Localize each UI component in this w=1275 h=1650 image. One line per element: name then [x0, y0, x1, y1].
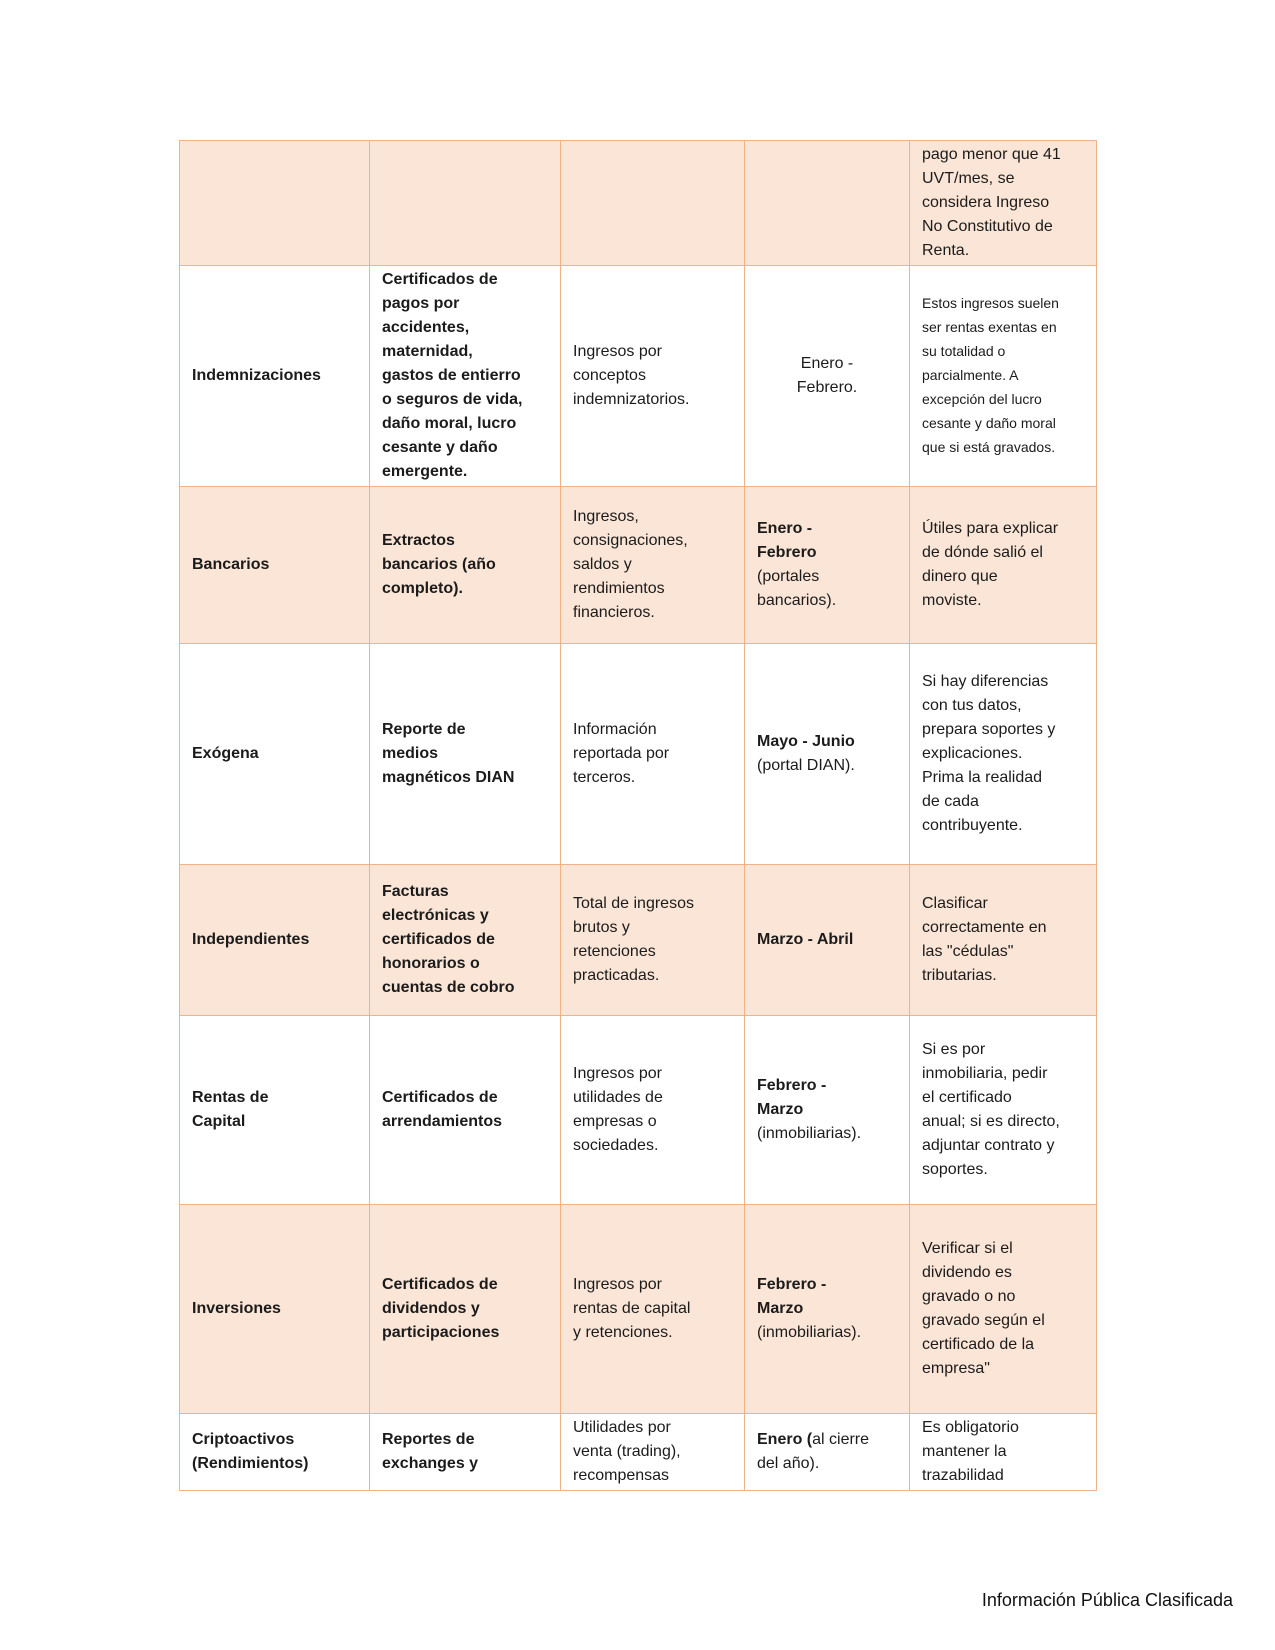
cell-independientes-categoria — [180, 865, 370, 1016]
text-segment: Rentas de Capital — [192, 1089, 269, 1130]
table-row-criptoactivos — [180, 1414, 1097, 1491]
cell-bancarios-contenido — [561, 487, 745, 644]
text-segment: Enero - Febrero — [757, 520, 817, 561]
text-segment: Facturas electrónicas y certificados de honorarios o cuentas de cobro — [382, 883, 515, 996]
cell-exogena-fechas — [745, 644, 910, 865]
text-segment: Reportes de exchanges y — [382, 1431, 479, 1472]
text-segment: Marzo - Abril — [757, 931, 854, 948]
text-segment: Febrero - Marzo — [757, 1077, 827, 1118]
text-segment: Inversiones — [192, 1300, 281, 1317]
cell-inversiones-documento — [370, 1205, 561, 1414]
text-segment: al cierre del año). — [757, 1431, 870, 1472]
text-segment: Ingresos por conceptos indemnizatorios. — [573, 343, 690, 408]
text-segment: Clasificar correctamente en las "cédulas" tributarias. — [922, 895, 1047, 984]
text-segment: Certificados de arrendamientos — [382, 1089, 503, 1130]
cell-continuacion-contenido — [561, 141, 745, 266]
cell-continuacion-documento — [370, 141, 561, 266]
tax-documents-table — [179, 140, 1097, 1491]
text-segment: (inmobiliarias). — [757, 1324, 862, 1341]
cell-criptoactivos-contenido — [561, 1414, 745, 1491]
text-segment: Exógena — [192, 745, 259, 762]
cell-independientes-documento — [370, 865, 561, 1016]
text-segment: pago menor que 41 UVT/mes, se considera Ingreso No Constitutivo de Renta. — [922, 146, 1061, 259]
text-segment: Independientes — [192, 931, 310, 948]
text-segment: Mayo - Junio — [757, 733, 855, 750]
text-segment: Ingresos, consignaciones, saldos y rendimientos financieros. — [573, 508, 688, 621]
text-segment: Si es por inmobiliaria, pedir el certificado anual; si es directo, adjuntar contrato y soportes. — [922, 1041, 1060, 1178]
cell-rentas-de-capital-fechas — [745, 1016, 910, 1205]
cell-criptoactivos-categoria — [180, 1414, 370, 1491]
text-segment: Total de ingresos brutos y retenciones practicadas. — [573, 895, 694, 984]
text-segment: Si hay diferencias con tus datos, prepara soportes y explicaciones. Prima la realidad de cada contribuyente. — [922, 673, 1056, 834]
cell-inversiones-contenido — [561, 1205, 745, 1414]
table-row-inversiones — [180, 1205, 1097, 1414]
cell-inversiones-notas — [910, 1205, 1097, 1414]
cell-indemnizaciones-contenido — [561, 266, 745, 487]
cell-independientes-notas — [910, 865, 1097, 1016]
cell-indemnizaciones-fechas — [745, 266, 910, 487]
cell-continuacion-categoria — [180, 141, 370, 266]
cell-exogena-categoria — [180, 644, 370, 865]
cell-criptoactivos-documento — [370, 1414, 561, 1491]
cell-bancarios-documento — [370, 487, 561, 644]
cell-bancarios-fechas — [745, 487, 910, 644]
table-row-bancarios — [180, 487, 1097, 644]
text-segment: Indemnizaciones — [192, 367, 321, 384]
text-segment: (inmobiliarias). — [757, 1125, 862, 1142]
cell-exogena-documento — [370, 644, 561, 865]
text-segment: Febrero - Marzo — [757, 1276, 827, 1317]
text-segment: (portales bancarios). — [757, 568, 837, 609]
table-row-independientes — [180, 865, 1097, 1016]
cell-indemnizaciones-documento — [370, 266, 561, 487]
text-segment: Ingresos por rentas de capital y retenciones. — [573, 1276, 691, 1341]
cell-criptoactivos-notas — [910, 1414, 1097, 1491]
cell-rentas-de-capital-documento — [370, 1016, 561, 1205]
text-segment: (portal DIAN). — [757, 757, 855, 774]
cell-rentas-de-capital-notas — [910, 1016, 1097, 1205]
table-row-rentas-de-capital — [180, 1016, 1097, 1205]
table-row-indemnizaciones — [180, 266, 1097, 487]
text-segment: Certificados de pagos por accidentes, maternidad, gastos de entierro o seguros de vida, daño moral, lucro cesante y daño emergente. — [382, 271, 523, 480]
text-segment: Certificados de dividendos y participaciones — [382, 1276, 500, 1341]
cell-indemnizaciones-notas — [910, 266, 1097, 487]
text-segment: Estos ingresos suelen ser rentas exentas en su totalidad o parcialmente. A excepción del lucro cesante y daño moral que si está gravados. — [922, 295, 1059, 455]
table-row-exogena — [180, 644, 1097, 865]
cell-indemnizaciones-categoria — [180, 266, 370, 487]
cell-continuacion-fechas — [745, 141, 910, 266]
text-segment: Reporte de medios magnéticos DIAN — [382, 721, 515, 786]
text-segment: Criptoactivos (Rendimientos) — [192, 1431, 309, 1472]
text-segment: Enero ( — [757, 1431, 813, 1448]
text-segment: Útiles para explicar de dónde salió el dinero que moviste. — [922, 520, 1059, 609]
cell-independientes-contenido — [561, 865, 745, 1016]
cell-inversiones-categoria — [180, 1205, 370, 1414]
cell-bancarios-categoria — [180, 487, 370, 644]
text-segment: Información reportada por terceros. — [573, 721, 670, 786]
text-segment: Extractos bancarios (año completo). — [382, 532, 496, 597]
text-segment: Verificar si el dividendo es gravado o no gravado según el certificado de la empresa" — [922, 1240, 1045, 1377]
text-segment: Bancarios — [192, 556, 270, 573]
text-segment: Ingresos por utilidades de empresas o sociedades. — [573, 1065, 663, 1154]
text-segment: Enero - Febrero. — [796, 355, 858, 396]
cell-bancarios-notas — [910, 487, 1097, 644]
table-row-continuacion — [180, 141, 1097, 266]
cell-rentas-de-capital-contenido — [561, 1016, 745, 1205]
cell-inversiones-fechas — [745, 1205, 910, 1414]
cell-rentas-de-capital-categoria — [180, 1016, 370, 1205]
text-segment: Utilidades por venta (trading), recompensas — [573, 1419, 681, 1484]
cell-independientes-fechas — [745, 865, 910, 1016]
cell-exogena-contenido — [561, 644, 745, 865]
text-segment: Es obligatorio mantener la trazabilidad — [922, 1419, 1019, 1484]
cell-criptoactivos-fechas — [745, 1414, 910, 1491]
cell-continuacion-notas — [910, 141, 1097, 266]
cell-exogena-notas — [910, 644, 1097, 865]
page-footer-classification: Información Pública Clasificada — [981, 1590, 1233, 1610]
table-body — [180, 141, 1097, 1491]
